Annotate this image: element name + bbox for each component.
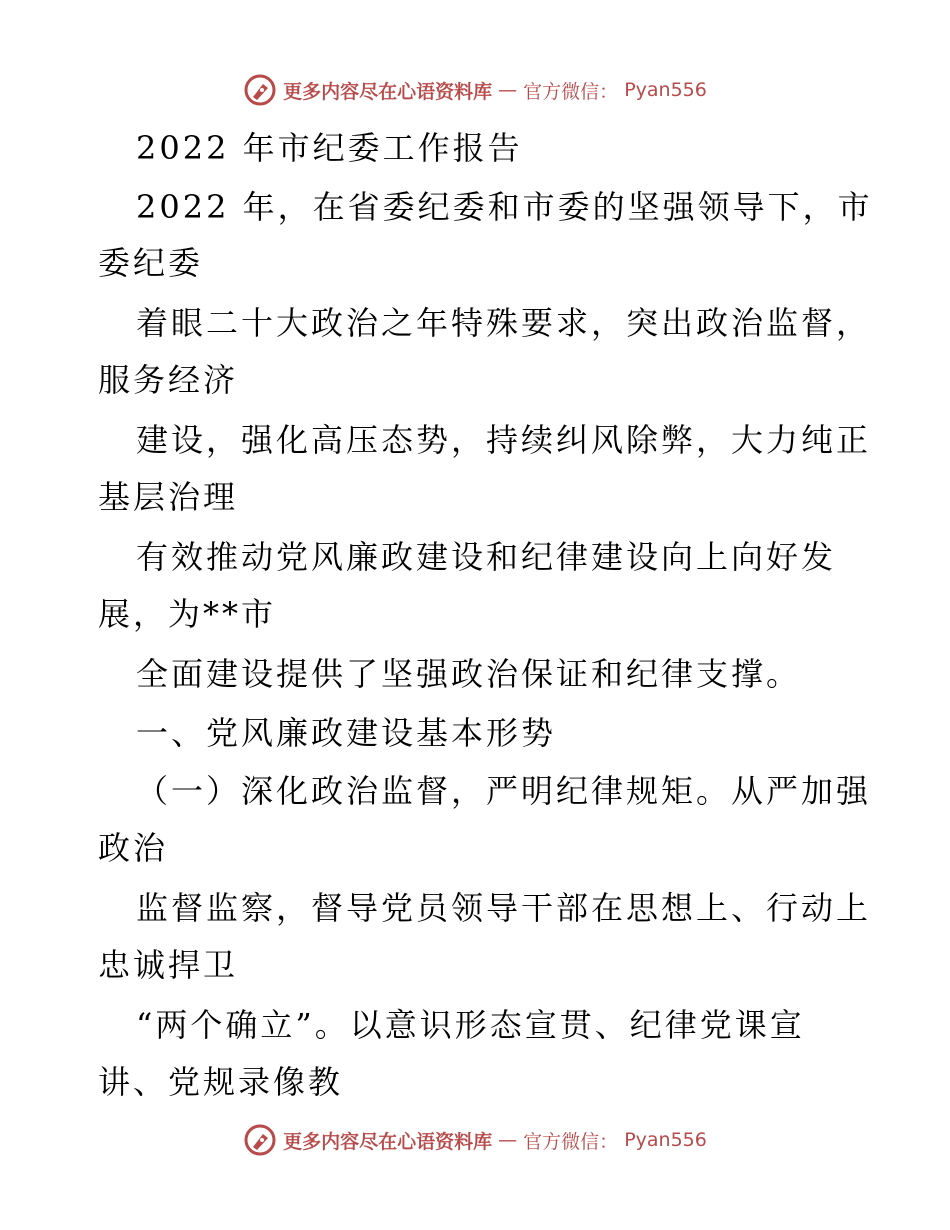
doc-line: 忠诚捍卫 <box>98 946 239 984</box>
doc-line: 建设，强化高压态势，持续纠风除弊，大力纯正 <box>136 421 872 459</box>
doc-line: 2022 年，在省委纪委和市委的坚强领导下，市 <box>136 188 873 226</box>
watermark-label: 官方微信： <box>523 1130 619 1153</box>
watermark-id: Pyan556 <box>624 79 707 101</box>
doc-line: 有效推动党风廉政建设和纪律建设向上向好发 <box>136 538 837 576</box>
doc-line: 全面建设提供了坚强政治保证和纪律支撑。 <box>136 655 802 693</box>
doc-line: 讲、党规录像教 <box>98 1063 344 1101</box>
section-heading: 一、党风廉政建设基本形势 <box>136 714 557 752</box>
subsection-heading: （一）深化政治监督，严明纪律规矩。从严加强 <box>136 772 872 810</box>
watermark-id: Pyan556 <box>624 1129 707 1151</box>
doc-line: 监督监察，督导党员领导干部在思想上、行动上 <box>136 889 872 927</box>
doc-line: 服务经济 <box>98 361 239 399</box>
doc-line: 展，为**市 <box>98 595 277 633</box>
doc-line: “两个确立”。以意识形态宣贯、纪律党课宣 <box>136 1006 805 1044</box>
pen-nib-logo-icon <box>243 1123 277 1157</box>
watermark-footer <box>0 1120 950 1160</box>
doc-line: 政治 <box>98 829 169 867</box>
doc-line: 委纪委 <box>98 244 204 282</box>
pen-nib-logo-icon <box>243 73 277 107</box>
doc-line: 着眼二十大政治之年特殊要求，突出政治监督， <box>136 304 872 342</box>
watermark-dash: — <box>498 1129 518 1151</box>
watermark-header <box>0 70 950 110</box>
watermark-text: 更多内容尽在心语资料库 <box>283 80 493 103</box>
watermark-label: 官方微信： <box>523 80 619 103</box>
doc-line: 基层治理 <box>98 478 239 516</box>
doc-title: 2022 年市纪委工作报告 <box>136 129 523 167</box>
watermark-text: 更多内容尽在心语资料库 <box>283 1130 493 1153</box>
watermark-dash: — <box>498 79 518 101</box>
